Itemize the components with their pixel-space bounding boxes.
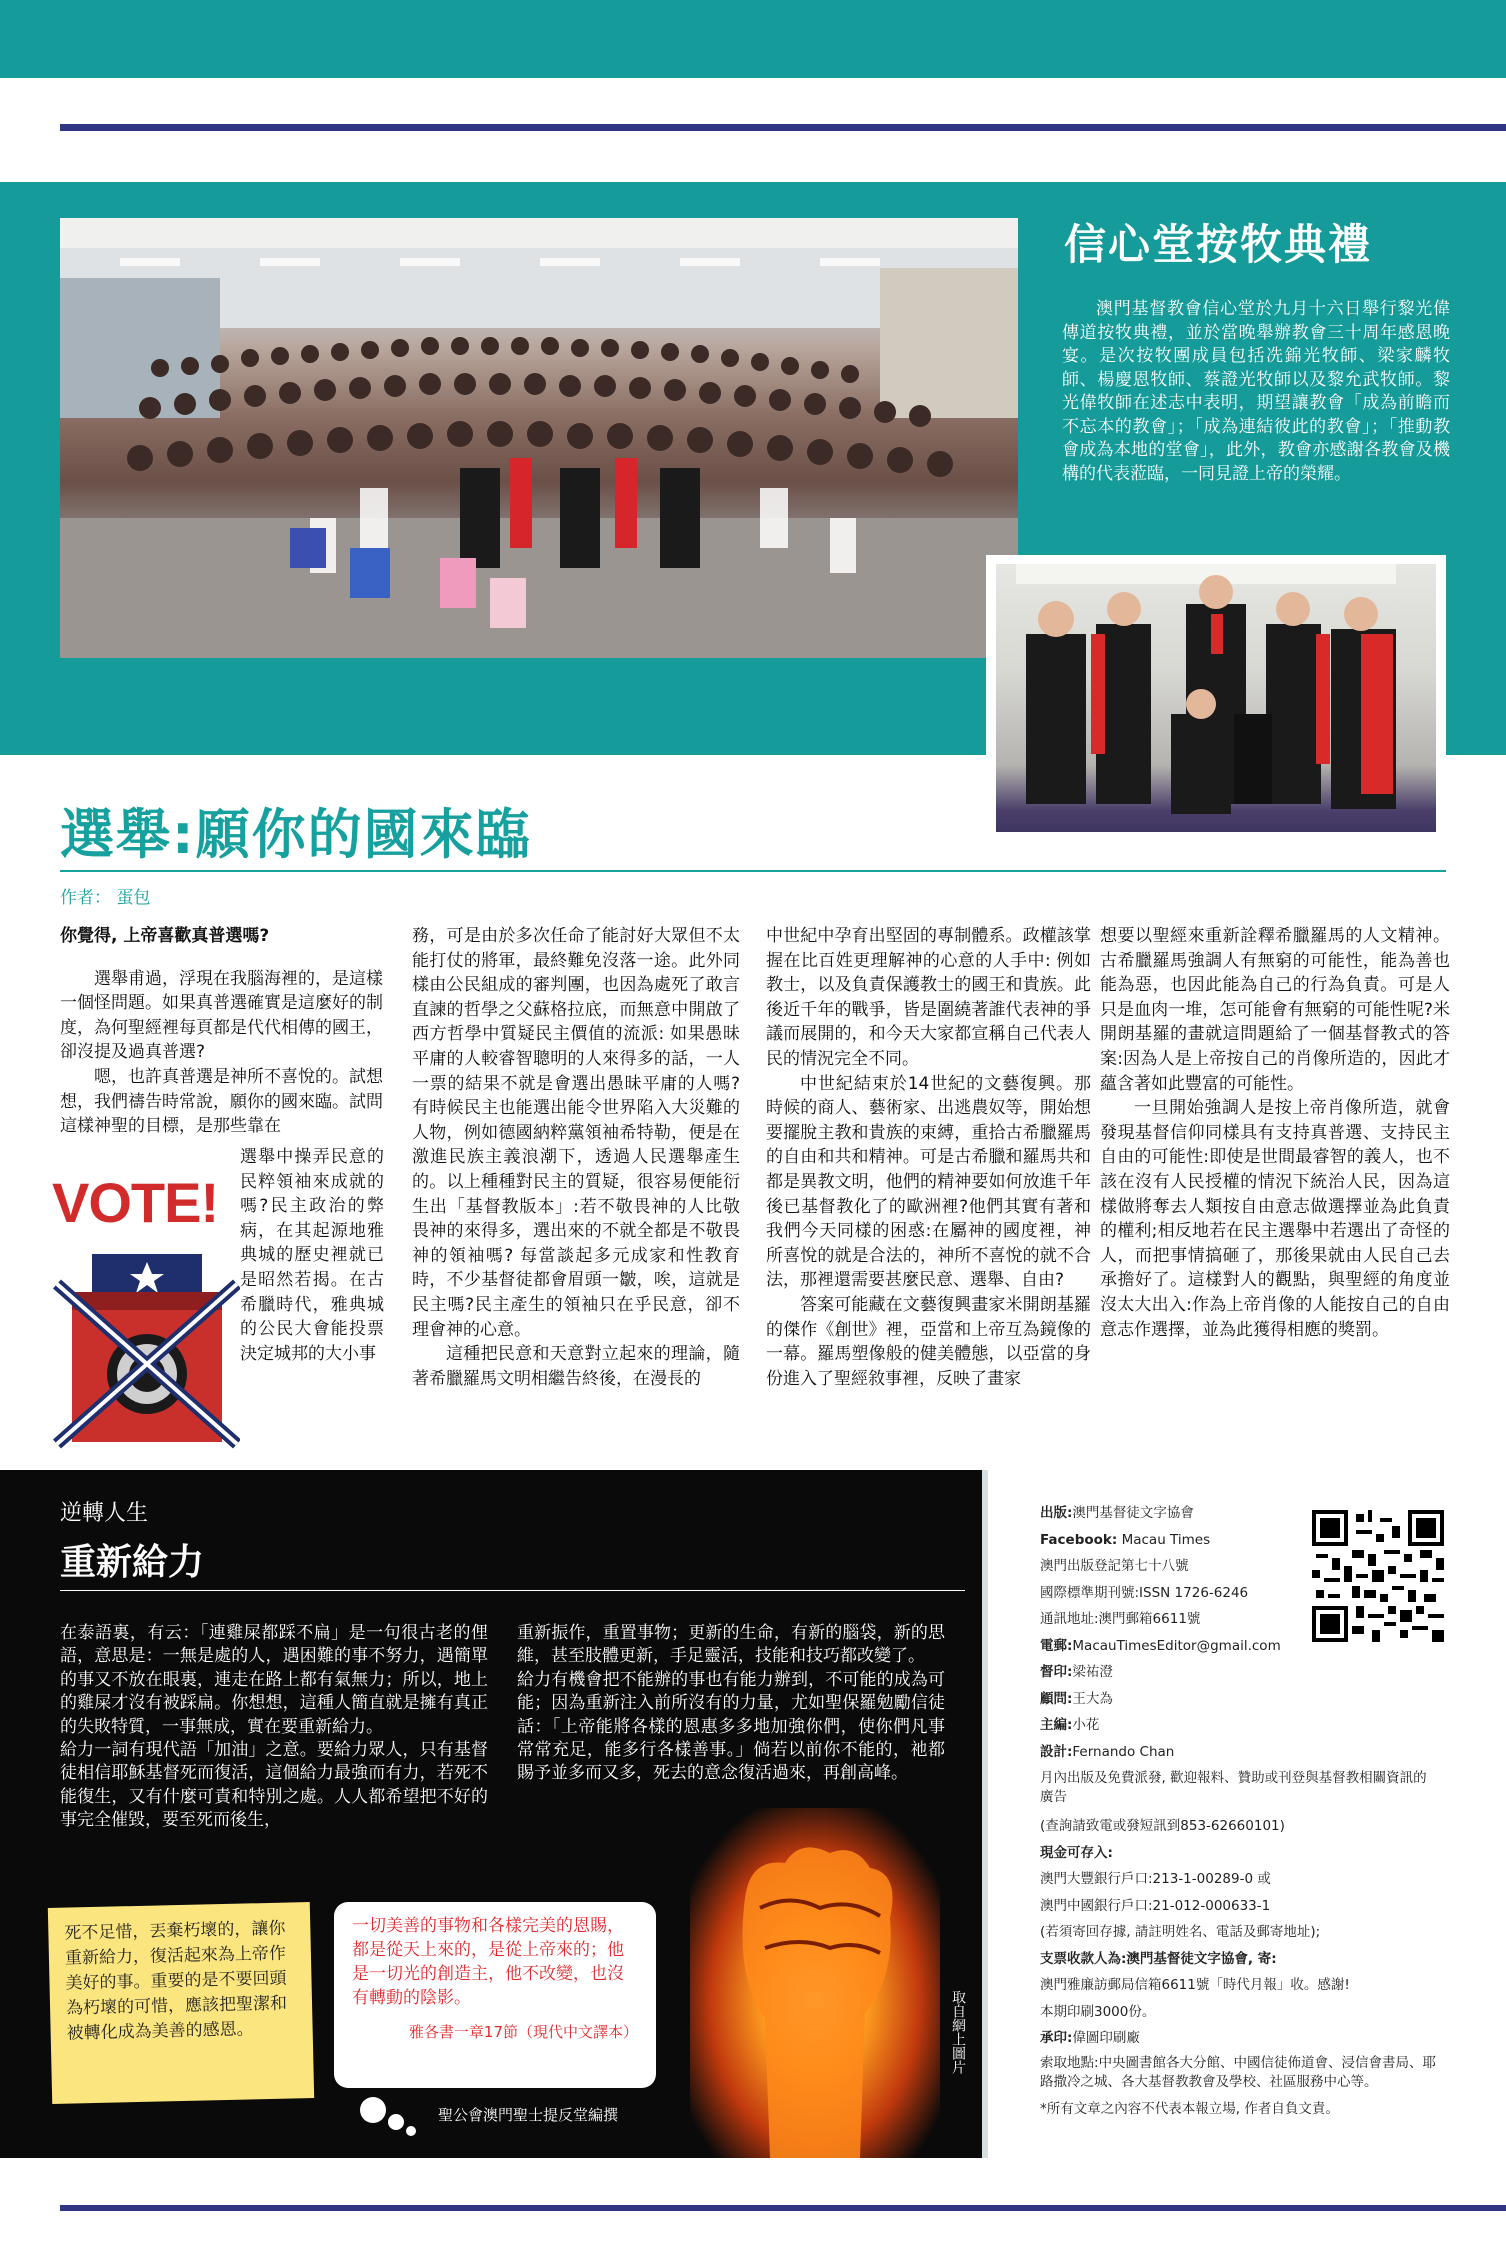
- article-paragraph: 一旦開始強調人是按上帝肖像所造，就會發現基督信仰同樣具有支持真普選、支持民主自由的可能性:即使是世間最睿智的義人，也不該在沒有人民授權的情況下統治人民，因為這樣做將奪去人類按自由意志做選擇並為此負責的權利;相反地若在民主選舉中若選出了奇怪的人，而把事情搞砸了，那後果就由人民自己去承擔好了。這樣對人的觀點，與聖經的角度並沒太大出入:作為上帝肖像的人能按自己的自由意志作選擇，並為此獲得相應的獎罰。: [1100, 1098, 1450, 1340]
- info-cheque-address: 澳門雅廉訪郵局信箱6611號「時代月報」收。感謝!: [1040, 1977, 1350, 1993]
- quote-text: 一切美善的事物和各樣完美的恩賜，都是從天上來的，是從上帝來的；他是一切光的創造主，他不改變，也沒有轉動的陰影。: [352, 1916, 624, 2008]
- article-paragraph: 選舉甫過，浮現在我腦海裡的，是這樣一個怪問題。如果真普選確實是這麼好的制度，為何聖經裡每頁都是代代相傳的國王，卻沒提及過真普選?: [60, 968, 383, 1063]
- vote-label: VOTE!: [52, 1171, 219, 1234]
- devotional-credit: 聖公會澳門聖士提反堂編撰: [438, 2106, 619, 2124]
- fist-illustration: [690, 1808, 940, 2158]
- info-line: 設計:Fernando Chan: [1040, 1743, 1175, 1760]
- info-printer: 承印:偉圖印刷廠: [1040, 2030, 1140, 2046]
- qr-code[interactable]: [1312, 1510, 1444, 1642]
- article-paragraph: 想要以聖經來重新詮釋希臘羅馬的人文精神。古希臘羅馬強調人有無窮的可能性，能為善也能為惡，也因此能為自己的行為負責。可是人只是血肉一堆，怎可能會有無窮的可能性呢?米開朗基羅的畫就這問題給了一個基督教式的答案:因為人是上帝按自己的肖像所造的，因此才蘊含著如此豐富的可能性。: [1100, 926, 1450, 1094]
- top-color-band: [0, 0, 1506, 78]
- article-column-3: [766, 924, 1091, 1391]
- info-print-count: 本期印刷3000份。: [1040, 2003, 1156, 2020]
- devotional-paragraph: 在泰語裏，有云：「連雞屎都踩不扁」是一句很古老的俚語，意思是：一無是處的人，遇困難的事不努力，遇簡單的事又不放在眼裏，連走在路上都有氣無力；所以，地上的雞屎才沒有被踩扁。你想想，這種人簡直就是擁有真正的失敗特質，一事無成，實在要重新給力。: [60, 1623, 488, 1737]
- speech-bubble-dot: [406, 2126, 416, 2136]
- info-line: 出版:澳門基督徒文字協會: [1040, 1505, 1194, 1521]
- article-column-1: [60, 924, 383, 1139]
- ordination-title: 信心堂按牧典禮: [1064, 220, 1373, 269]
- laying-hands-photo: [996, 564, 1436, 832]
- speech-bubble-dot: [388, 2114, 404, 2130]
- info-disclaimer: *所有文章之內容不代表本報立場, 作者自負文責。: [1040, 2100, 1339, 2117]
- info-line: 通訊地址:澳門郵箱6611號: [1040, 1611, 1201, 1627]
- devotional-paragraph: 給力一詞有現代語「加油」之意。要給力眾人，只有基督徒相信耶穌基督死而復活，這個給力最強而有力，若死不能復生，又有什麼可責和特別之處。人人都希望把不好的事完全催毀，要至死而後生，: [60, 1740, 488, 1831]
- info-line: 澳門出版登記第七十八號: [1040, 1558, 1189, 1574]
- devotional-column-left: [60, 1622, 488, 1833]
- article-title: 選舉:願你的國來臨: [60, 803, 532, 866]
- article-paragraph: 務，可是由於多次任命了能討好大眾但不太能打仗的將軍，最終難免沒落一途。此外同樣由公民組成的審判團，也因為處死了敢言直諫的哲學之父蘇格拉底，而無意中開啟了西方哲學中質疑民主價值的流派: 如果愚昧平庸的人較睿智聰明的人來得多的話，一人一票的結果不就是會選出愚昧平庸的人嗎?有時候民主也能選出能令世界陷入大災難的人物，例如德國納粹黨領袖希特勒，便是在激進民族主義浪潮下，透過人民選舉產生的。以上種種對民主的質疑，很容易便能衍生出「基督教版本」:若不敬畏神的人比敬畏神的來得多，選出來的不就全都是不敬畏神的領袖嗎? 每當談起多元成家和性教育時，不少基督徒都會眉頭一皺，唉，這就是民主嗎?民主產生的領袖只在乎民意，卻不理會神的心意。: [412, 926, 740, 1340]
- title-rule: [60, 870, 1446, 872]
- info-divider: [982, 1470, 988, 2158]
- info-cheque: 支票收款人為:澳門基督徒文字協會, 寄:: [1040, 1950, 1277, 1967]
- article-paragraph: 這種把民意和天意對立起來的理論，隨著希臘羅馬文明相繼告終後，在漫長的: [412, 1344, 740, 1389]
- article-wrap-text: 選舉中操弄民意的民粹領袖來成就的嗎?民主政治的弊病，在其起源地雅典城的歷史裡就已是昭然若揭。在古希臘時代，雅典城的公民大會能投票決定城邦的大小事: [240, 1147, 384, 1364]
- article-paragraph: 中世紀中孕育出堅固的專制體系。政權該掌握在比百姓更理解神的心意的人手中: 例如教士，以及負責保護教士的國王和貴族。此後近千年的戰爭，皆是圍繞著誰代表神的爭議而展開的，和今天大家都宣稱自己代表人民的情況完全不同。: [766, 926, 1091, 1069]
- devotional-kicker: 逆轉人生: [60, 1501, 149, 1526]
- info-line: 國際標準期刊號:ISSN 1726-6246: [1040, 1584, 1249, 1601]
- info-line: 顧問:王大為: [1040, 1690, 1113, 1707]
- scripture-quote: [334, 1902, 656, 2088]
- devotional-column-right: [517, 1622, 945, 1786]
- article-author: 作者： 蛋包: [60, 888, 151, 908]
- devotional-rule: [60, 1590, 965, 1591]
- article-column-2: [412, 924, 740, 1391]
- info-line[interactable]: 電郵:MacauTimesEditor@gmail.com: [1040, 1637, 1281, 1654]
- article-paragraph: 答案可能藏在文藝復興畫家米開朗基羅的傑作《創世》裡，亞當和上帝互為鏡像的一幕。羅馬塑像般的健美體態，以亞當的身份進入了聖經敘事裡，反映了畫家: [766, 1294, 1091, 1389]
- quote-reference: 雅各書一章17節（現代中文譯本）: [408, 2023, 638, 2041]
- info-bank: 澳門大豐銀行戶口:213-1-00289-0 或: [1040, 1871, 1271, 1887]
- info-line: 主編:小花: [1040, 1717, 1100, 1733]
- info-bank: 澳門中國銀行戶口:21-012-000633-1: [1040, 1897, 1271, 1914]
- congregation-photo: [60, 218, 1018, 658]
- article-lead-question: 你覺得, 上帝喜歡真普選嗎?: [60, 926, 270, 946]
- article-paragraph: 嗯，也許真普選是神所不喜悅的。試想想，我們禱告時常說，願你的國來臨。試問這樣神聖的目標，是那些靠在: [60, 1066, 383, 1137]
- photo-credit: 取自網上圖片: [950, 1990, 966, 2074]
- info-line: 督印:梁祐澄: [1040, 1664, 1113, 1680]
- info-bank-note: (若須寄回存據, 請註明姓名、電話及郵寄地址);: [1040, 1924, 1321, 1940]
- devotional-paragraph: 重新振作，重置事物；更新的生命，有新的腦袋，新的思維，甚至肢體更新，手足靈活，技能和技巧都改變了。: [517, 1623, 945, 1667]
- devotional-paragraph: 給力有機會把不能辦的事也有能力辦到，不可能的成為可能；因為重新注入前所沒有的力量，尤如聖保羅勉勵信徒話：「上帝能將各樣的恩惠多多地加強你們，使你們凡事常常充足，能多行各樣善事。」倘若以前你不能的，祂都賜予並多而又多，死去的意念復活過來，再創高峰。: [517, 1669, 945, 1784]
- sticky-note: 死不足惜，丟棄朽壞的，讓你重新給力，復活起來為上帝作美好的事。重要的是不要回頭為朽壞的可惜，應該把聖潔和被轉化成為美善的感恩。: [48, 1902, 314, 2104]
- article-column-4: [1100, 924, 1450, 1342]
- footer-rule: [60, 2205, 1506, 2211]
- devotional-title: 重新給力: [60, 1542, 205, 1583]
- info-deposit-title: 現金可存入:: [1040, 1844, 1113, 1861]
- ordination-body: 澳門基督教會信心堂於九月十六日舉行黎光偉傳道按牧典禮，並於當晚舉辦教會三十周年感恩晚宴。是次按牧團成員包括冼錦光牧師、梁家麟牧師、楊慶恩牧師、蔡證光牧師以及黎允武牧師。黎光偉牧師在述志中表明，期望讓教會「成為前瞻而不忘本的教會」；「成為連結彼此的教會」；「推動教會成為本地的堂會」，此外，教會亦感謝各教會及機構的代表蒞臨，一同見證上帝的榮耀。: [1062, 299, 1450, 484]
- vote-illustration: [52, 1170, 240, 1450]
- header-rule: [60, 124, 1506, 131]
- article-paragraph: 中世紀結束於14世紀的文藝復興。那時候的商人、藝術家、出逃農奴等，開始想要擺脫主教和貴族的束縛，重拾古希臘羅馬的自由和共和精神。可是古希臘和羅馬共和都是異教文明，他們的精神要如何放進千年後已基督教化了的歐洲裡?他們其實有著和我們今天同樣的困惑:在屬神的國度裡，神所喜悅的就是合法的，神所不喜悅的就不合法，那裡還需要甚麼民意、選舉、自由?: [766, 1073, 1091, 1291]
- info-ads: 月內出版及免費派發, 歡迎報料、贊助或刊登與基督教相關資訊的廣告: [1040, 1770, 1427, 1805]
- info-phone: (查詢請致電或發短訊到853-62660101): [1040, 1818, 1285, 1834]
- info-line: Facebook: Macau Times: [1040, 1531, 1211, 1548]
- info-pickup: 索取地點:中央圖書館各大分館、中國信徒佈道會、浸信會書局、耶路撒冷之城、各大基督教教會及學校、社區服務中心等。: [1040, 2054, 1437, 2090]
- speech-bubble-dot: [360, 2097, 386, 2123]
